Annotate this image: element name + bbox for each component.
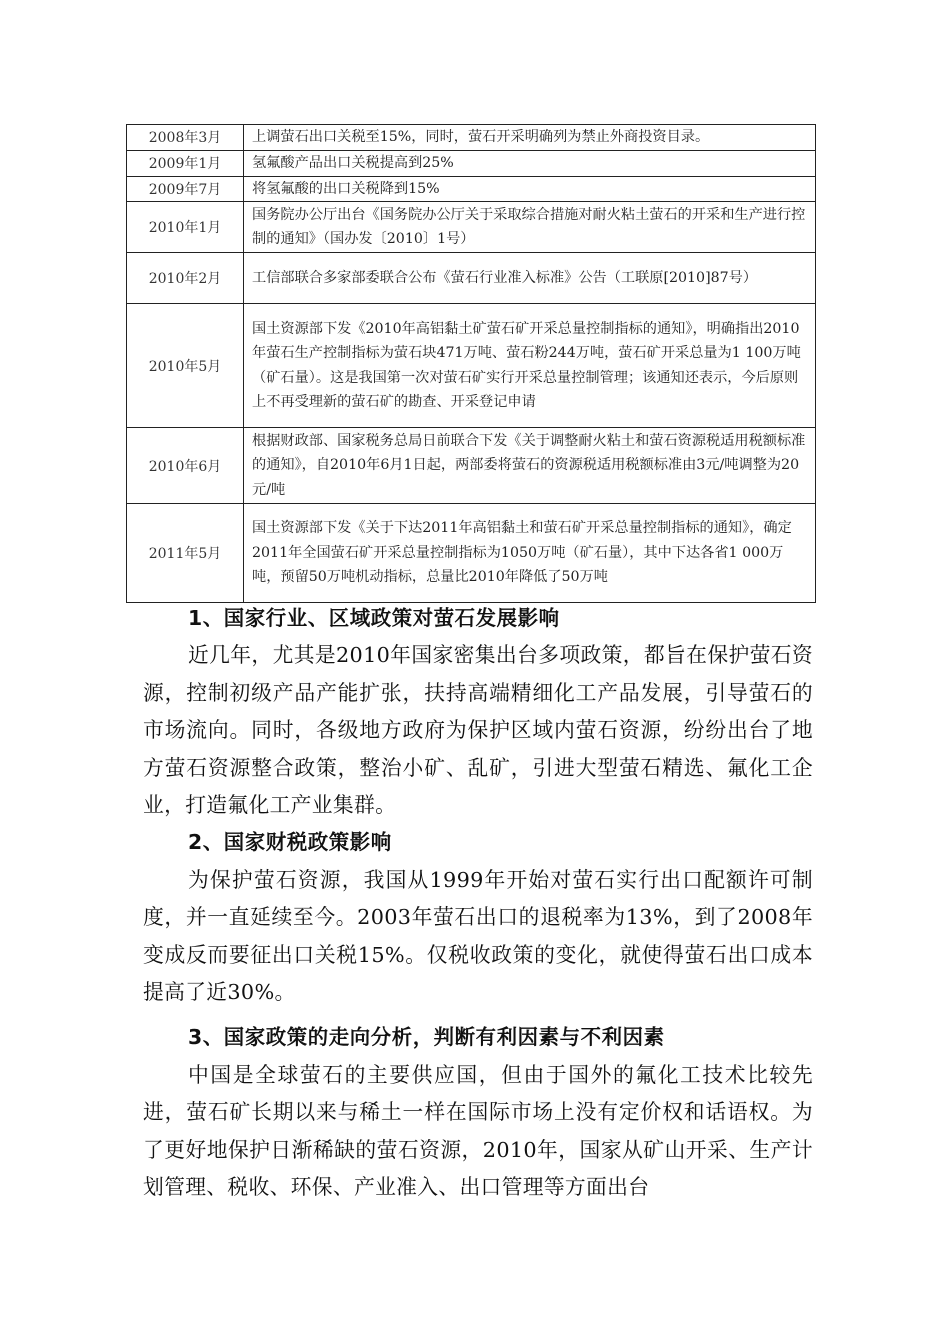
table-cell-event: 根据财政部、国家税务总局日前联合下发《关于调整耐火粘土和萤石资源税适用税额标准的通知》，自2010年6月1日起，两部委将萤石的资源税适用税额标准由3元/吨调整为20元/吨 — [244, 428, 816, 504]
table-cell-date: 2010年1月 — [127, 202, 244, 253]
table-row — [127, 304, 816, 428]
table-cell-event: 上调萤石出口关税至15%，同时，萤石开采明确列为禁止外商投资目录。 — [244, 125, 816, 151]
table-cell-event: 氢氟酸产品出口关税提高到25% — [244, 150, 816, 176]
table-cell-event: 将氢氟酸的出口关税降到15% — [244, 176, 816, 202]
table-cell-date: 2011年5月 — [127, 504, 244, 603]
section-heading: 3、国家政策的走向分析，判断有利因素与不利因素 — [188, 1025, 665, 1050]
section-fiscal-policy — [143, 824, 813, 1011]
section-heading: 2、国家财税政策影响 — [188, 830, 392, 855]
section-heading: 1、国家行业、区域政策对萤石发展影响 — [188, 606, 560, 630]
table-row — [127, 150, 816, 176]
section-paragraph: 近几年，尤其是2010年国家密集出台多项政策，都旨在保护萤石资源，控制初级产品产能扩张，扶持高端精细化工产品发展，引导萤石的市场流向。同时，各级地方政府为保护区域内萤石资源，纷纷出台了地方萤石资源整合政策，整治小矿、乱矿，引进大型萤石精选、氟化工企业，打造氟化工产业集群。 — [143, 643, 813, 818]
section-paragraph: 为保护萤石资源，我国从1999年开始对萤石实行出口配额许可制度，并一直延续至今。2003年萤石出口的退税率为13%，到了2008年变成反而要征出口关税15%。仅税收政策的变化，就使得萤石出口成本提高了近30%。 — [143, 867, 813, 1005]
table-cell-event: 国务院办公厅出台《国务院办公厅关于采取综合措施对耐火粘土萤石的开采和生产进行控制的通知》（国办发〔2010〕1号） — [244, 202, 816, 253]
table-cell-event: 国土资源部下发《关于下达2011年高铝黏土和萤石矿开采总量控制指标的通知》，确定2011年全国萤石矿开采总量控制指标为1050万吨（矿石量），其中下达各省1 000万吨，预留50万吨机动指标，总量比2010年降低了50万吨 — [244, 504, 816, 603]
section-industry-policy — [143, 600, 813, 824]
table-cell-date: 2010年2月 — [127, 253, 244, 304]
table-row — [127, 504, 816, 603]
table-cell-date: 2010年5月 — [127, 304, 244, 428]
table-cell-date: 2009年1月 — [127, 150, 244, 176]
table-cell-date: 2010年6月 — [127, 428, 244, 504]
table-cell-date: 2008年3月 — [127, 125, 244, 151]
table-row — [127, 253, 816, 304]
section-policy-trend — [143, 1019, 813, 1206]
table-cell-event: 国土资源部下发《2010年高铝黏土矿萤石矿开采总量控制指标的通知》，明确指出2010年萤石生产控制指标为萤石块471万吨、萤石粉244万吨，萤石矿开采总量为1 100万吨（矿石量）。这是我国第一次对萤石矿实行开采总量控制管理；该通知还表示，今后原则上不再受理新的萤石矿的勘查、开采登记申请 — [244, 304, 816, 428]
section-paragraph: 中国是全球萤石的主要供应国，但由于国外的氟化工技术比较先进，萤石矿长期以来与稀土一样在国际市场上没有定价权和话语权。为了更好地保护日渐稀缺的萤石资源，2010年，国家从矿山开采、生产计划管理、税收、环保、产业准入、出口管理等方面出台 — [143, 1062, 813, 1200]
table-row — [127, 125, 816, 151]
table-row — [127, 428, 816, 504]
document-body — [143, 600, 813, 1207]
table-cell-date: 2009年7月 — [127, 176, 244, 202]
policy-timeline-table — [126, 124, 816, 603]
table-row — [127, 176, 816, 202]
table-cell-event: 工信部联合多家部委联合公布《萤石行业准入标准》公告（工联原[2010]87号） — [244, 253, 816, 304]
table-row — [127, 202, 816, 253]
